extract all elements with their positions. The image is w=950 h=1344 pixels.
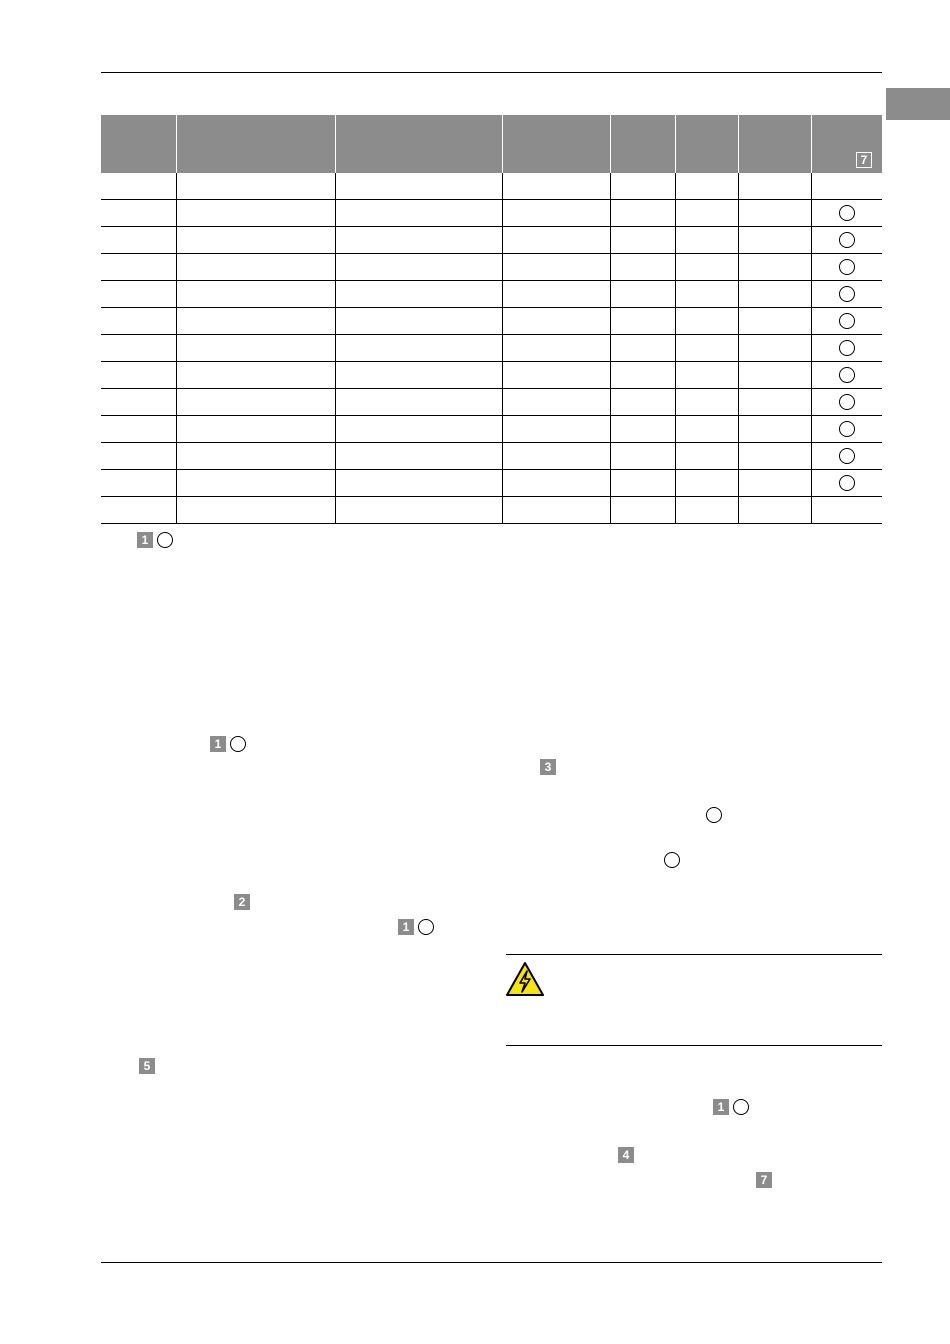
table-cell	[335, 389, 502, 416]
table-cell	[675, 254, 738, 281]
table-cell	[502, 254, 610, 281]
table-row	[101, 470, 882, 497]
circle-marker	[418, 919, 434, 935]
ref-marker-group	[398, 918, 434, 936]
circle-marker	[733, 1099, 749, 1115]
table-cell	[335, 254, 502, 281]
header-cell	[738, 115, 811, 173]
ref-marker-box: 7	[756, 1172, 772, 1188]
high-voltage-icon	[505, 961, 545, 1002]
table-cell	[675, 416, 738, 443]
table-cell	[610, 470, 675, 497]
table-cell	[502, 389, 610, 416]
table-cell	[101, 362, 176, 389]
ref-marker-group	[618, 1146, 634, 1164]
table-cell	[335, 416, 502, 443]
table-cell	[675, 389, 738, 416]
table-cell	[502, 416, 610, 443]
header-cell	[811, 115, 882, 173]
table-cell	[176, 389, 335, 416]
circle-marker	[839, 286, 855, 302]
table-cell	[502, 335, 610, 362]
table-cell	[176, 416, 335, 443]
circle-marker	[839, 475, 855, 491]
table-cell	[101, 254, 176, 281]
warning-bottom-rule	[506, 1045, 882, 1046]
header-cell	[101, 115, 176, 173]
table-cell	[675, 173, 738, 200]
table-cell	[335, 200, 502, 227]
table-cell	[811, 200, 882, 227]
table-cell	[502, 173, 610, 200]
table-cell	[335, 308, 502, 335]
table-cell	[675, 497, 738, 524]
ref-marker-box: 5	[139, 1058, 155, 1074]
table-cell	[610, 254, 675, 281]
table-cell	[335, 497, 502, 524]
ref-marker-group	[540, 758, 556, 776]
top-rule	[101, 72, 882, 73]
table-cell	[502, 308, 610, 335]
table-row	[101, 416, 882, 443]
table-cell	[675, 227, 738, 254]
table-cell	[176, 254, 335, 281]
ref-marker-group	[210, 735, 246, 753]
table-cell	[811, 335, 882, 362]
table-cell	[738, 362, 811, 389]
table-cell	[101, 227, 176, 254]
table-cell	[176, 470, 335, 497]
table-row	[101, 443, 882, 470]
table-cell	[101, 173, 176, 200]
table-cell	[811, 308, 882, 335]
table-cell	[738, 443, 811, 470]
circle-marker	[839, 448, 855, 464]
table-cell	[176, 281, 335, 308]
ref-marker-box: 1	[210, 736, 226, 752]
ref-marker-box: 4	[618, 1147, 634, 1163]
section-tab	[886, 88, 950, 120]
table-cell	[738, 308, 811, 335]
circle-marker	[157, 532, 173, 548]
table-cell	[738, 470, 811, 497]
header-cell	[176, 115, 335, 173]
table-cell	[811, 497, 882, 524]
table-cell	[738, 335, 811, 362]
table-cell	[335, 443, 502, 470]
table-cell	[811, 281, 882, 308]
table-row	[101, 362, 882, 389]
circle-marker	[839, 367, 855, 383]
table-cell	[176, 443, 335, 470]
circle-marker	[839, 394, 855, 410]
table-cell	[811, 362, 882, 389]
circle-marker	[839, 340, 855, 356]
ref-marker-group	[706, 806, 722, 824]
table-cell	[335, 227, 502, 254]
table-row	[101, 173, 882, 200]
ref-marker-box: 1	[398, 919, 414, 935]
table-cell	[738, 389, 811, 416]
table-cell	[101, 470, 176, 497]
ref-marker-box: 1	[713, 1099, 729, 1115]
header-cell	[610, 115, 675, 173]
table-cell	[502, 443, 610, 470]
table-cell	[675, 443, 738, 470]
table-row	[101, 497, 882, 524]
ref-marker-box: 7	[856, 152, 872, 168]
table-header-row	[101, 115, 882, 173]
table-cell	[610, 281, 675, 308]
table-row	[101, 281, 882, 308]
ref-marker-group	[756, 1171, 772, 1189]
table-cell	[176, 227, 335, 254]
table-cell	[176, 335, 335, 362]
table-cell	[502, 281, 610, 308]
table-cell	[176, 173, 335, 200]
table-cell	[101, 200, 176, 227]
table-cell	[610, 497, 675, 524]
table-cell	[675, 335, 738, 362]
table-cell	[335, 281, 502, 308]
header-cell	[502, 115, 610, 173]
circle-marker	[839, 232, 855, 248]
table-cell	[610, 173, 675, 200]
table-cell	[738, 227, 811, 254]
ref-marker-box: 1	[137, 532, 153, 548]
table-cell	[738, 173, 811, 200]
table-cell	[610, 200, 675, 227]
table-cell	[610, 335, 675, 362]
table-cell	[610, 308, 675, 335]
circle-marker	[664, 852, 680, 868]
table-cell	[335, 362, 502, 389]
header-cell	[675, 115, 738, 173]
ref-marker-group	[664, 851, 680, 869]
table-cell	[101, 443, 176, 470]
table-cell	[101, 335, 176, 362]
table-cell	[101, 497, 176, 524]
table-cell	[738, 281, 811, 308]
table-cell	[738, 254, 811, 281]
table-cell	[502, 200, 610, 227]
table-cell	[610, 362, 675, 389]
table-cell	[675, 200, 738, 227]
table-cell	[675, 362, 738, 389]
header-cell	[335, 115, 502, 173]
table-row	[101, 308, 882, 335]
warning-top-rule	[506, 954, 882, 955]
table-row	[101, 200, 882, 227]
circle-marker	[839, 313, 855, 329]
table-row	[101, 254, 882, 281]
table-cell	[335, 335, 502, 362]
table-cell	[101, 416, 176, 443]
circle-marker	[839, 259, 855, 275]
table-cell	[811, 443, 882, 470]
table-cell	[610, 227, 675, 254]
circle-marker	[839, 205, 855, 221]
table-cell	[502, 497, 610, 524]
table-cell	[502, 227, 610, 254]
table-cell	[811, 389, 882, 416]
ref-marker-group	[234, 893, 250, 911]
table-cell	[738, 416, 811, 443]
table-row	[101, 227, 882, 254]
table-cell	[502, 362, 610, 389]
table-cell	[675, 470, 738, 497]
ref-marker-group	[137, 531, 173, 549]
table-cell	[811, 254, 882, 281]
ref-marker-box: 3	[540, 759, 556, 775]
table-cell	[335, 173, 502, 200]
table-cell	[811, 416, 882, 443]
table-cell	[675, 281, 738, 308]
circle-marker	[706, 807, 722, 823]
bottom-rule	[101, 1262, 882, 1263]
table-cell	[335, 470, 502, 497]
table-cell	[738, 200, 811, 227]
table-cell	[811, 227, 882, 254]
circle-marker	[839, 421, 855, 437]
table-cell	[101, 389, 176, 416]
table-row	[101, 335, 882, 362]
circle-marker	[230, 736, 246, 752]
table-cell	[101, 308, 176, 335]
table-cell	[675, 308, 738, 335]
table-cell	[176, 497, 335, 524]
ref-marker-group	[139, 1057, 155, 1075]
table-cell	[738, 497, 811, 524]
table-cell	[610, 416, 675, 443]
table-cell	[811, 470, 882, 497]
table-cell	[101, 281, 176, 308]
table-cell	[176, 308, 335, 335]
table-cell	[176, 200, 335, 227]
spec-table	[101, 115, 882, 524]
ref-marker-box: 2	[234, 894, 250, 910]
table-cell	[811, 173, 882, 200]
ref-marker-group	[713, 1098, 749, 1116]
table-cell	[176, 362, 335, 389]
table-row	[101, 389, 882, 416]
table-cell	[610, 443, 675, 470]
table-cell	[610, 389, 675, 416]
table-cell	[502, 470, 610, 497]
